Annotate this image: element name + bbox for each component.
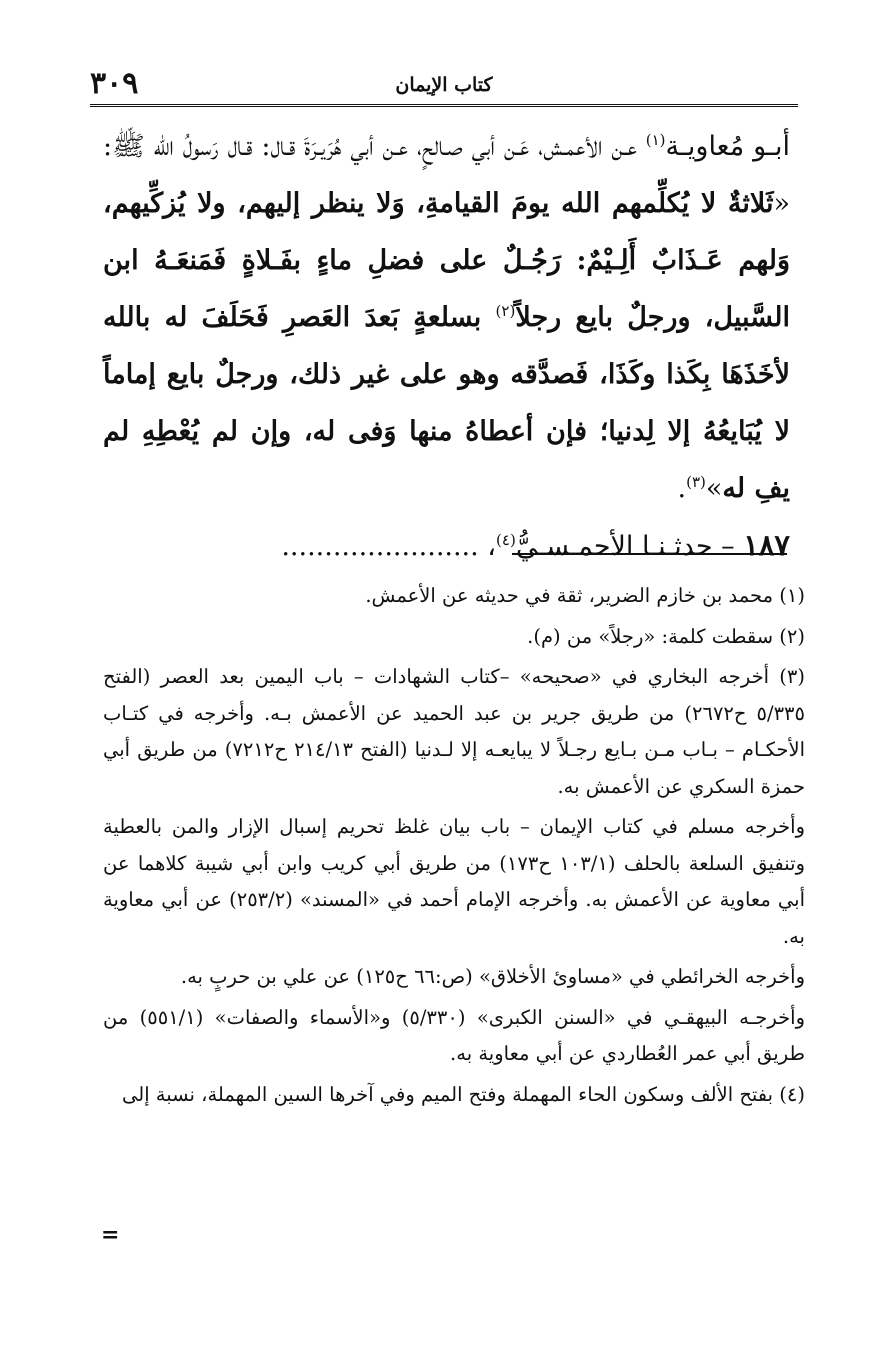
footnote-ref-3: (٣)	[686, 473, 706, 491]
footnote-3-bayhaqi: وأخرجـه البيهقـي في «السنن الكبرى» (٥/٣٣٠) و«الأسماء والصفات» (٥٥١/١) من طريق أبي عمر العُطاردي عن أبي معاوية به.	[103, 1005, 805, 1065]
footnote-3-kharaiti: وأخرجه الخرائطي في «مساوئ الأخلاق» (ص:٦٦ ح١٢٥) عن علي بن حربٍ به.	[180, 965, 805, 988]
page-header	[90, 66, 798, 102]
footnote-4: (٤) بفتح الألف وسكون الحاء المهملة وفتح الميم وفي آخرها السين المهملة، نسبة إلى	[122, 1082, 805, 1106]
header-rule	[90, 104, 798, 107]
footnote-3: (٣) أخرجه البخاري في «صحيحه» –كتاب الشهادات – باب اليمين بعد العصر (الفتح ٥/٣٣٥ ح٢٦٧٢) من طريق جرير بن عبد الحميد عن الأعمش بـه. وأخرجه في كتـاب الأحكـام – بـاب مـن بـايع رجـلاً لا يبايعـه إلا لـدنيا (الفتح ٢١٤/١٣ ح٧٢١٢) من طريق أبي حمزة السكري عن الأعمش به.	[103, 665, 806, 798]
hadith-paragraph	[103, 118, 790, 517]
page-number: ٣٠٩	[90, 66, 139, 101]
narrator-intro: أبـو مُعاويـة	[665, 131, 790, 162]
hadith-text-a: ثَلاثةٌ لا يُكلِّمهم الله يومَ القيامةِ، وَلا ينظر إليهم، ولا يُزكِّيهم، وَلهم عَـذَابٌ أَلِـيْمٌ: رَجُـلٌ على فضلِ ماءٍ بفَـلاةٍ فَمَنعَـهُ ابن السَّبيل، ورجلٌ بايع رجلاً	[103, 188, 790, 333]
next-hadith-text: – حدثـنـا الأحمـسـيُّ	[515, 531, 735, 562]
next-hadith-start	[103, 517, 790, 575]
hadith-number: ١٨٧	[743, 528, 790, 562]
isnad-chain: عـن الأعمـش، عَـن أبي صـالحٍ، عـن أبي هُرَيـرَةَ قـال: قـال رَسولُ الله ﷺ: «	[103, 131, 790, 219]
closing-dot: .	[677, 473, 687, 504]
footnote-ref-4: (٤)	[496, 531, 516, 549]
footnote-2: (٢) سقطت كلمة: «رجلاً» من (م).	[527, 624, 805, 648]
footnote-separator	[512, 553, 787, 555]
continuation-mark: =	[101, 1222, 120, 1248]
closing-quote: »	[705, 473, 723, 504]
footnote-ref-1: (١)	[645, 131, 666, 149]
hadith-text-b: بسلعةٍ بَعدَ العَصرِ فَحَلَفَ له بالله لأخَذَهَا بِكَذا وكَذَا، فَصدَّقه وهو على غير ذلك، ورجلٌ بايع إماماً لا يُبَايعُهُ إلا لِدنيا؛ فإن أعطاهُ منها وَفى له، وإن لم يُعْطِهِ لم يفِ له	[103, 302, 790, 504]
footnotes	[103, 578, 805, 1117]
main-text	[103, 118, 790, 575]
footnote-3-muslim: وأخرجه مسلم في كتاب الإيمان – باب بيان غلظ تحريم إسبال الإزار والمن بالعطية وتنفيق السلعة بالحلف (١٠٣/١ ح١٧٣) من طريق أبي كريب وابن أبي شيبة كلاهما عن أبي معاوية عن الأعمش به. وأخرجه الإمام أحمد في «المسند» (٢٥٣/٢) عن أبي معاوية به.	[103, 815, 806, 948]
dotted-leader: ، .......................	[281, 531, 497, 562]
footnote-ref-2: (٢)	[495, 302, 516, 320]
footnote-1: (١) محمد بن خازم الضرير، ثقة في حديثه عن الأعمش.	[365, 584, 805, 607]
running-title: كتاب الإيمان	[395, 74, 493, 96]
